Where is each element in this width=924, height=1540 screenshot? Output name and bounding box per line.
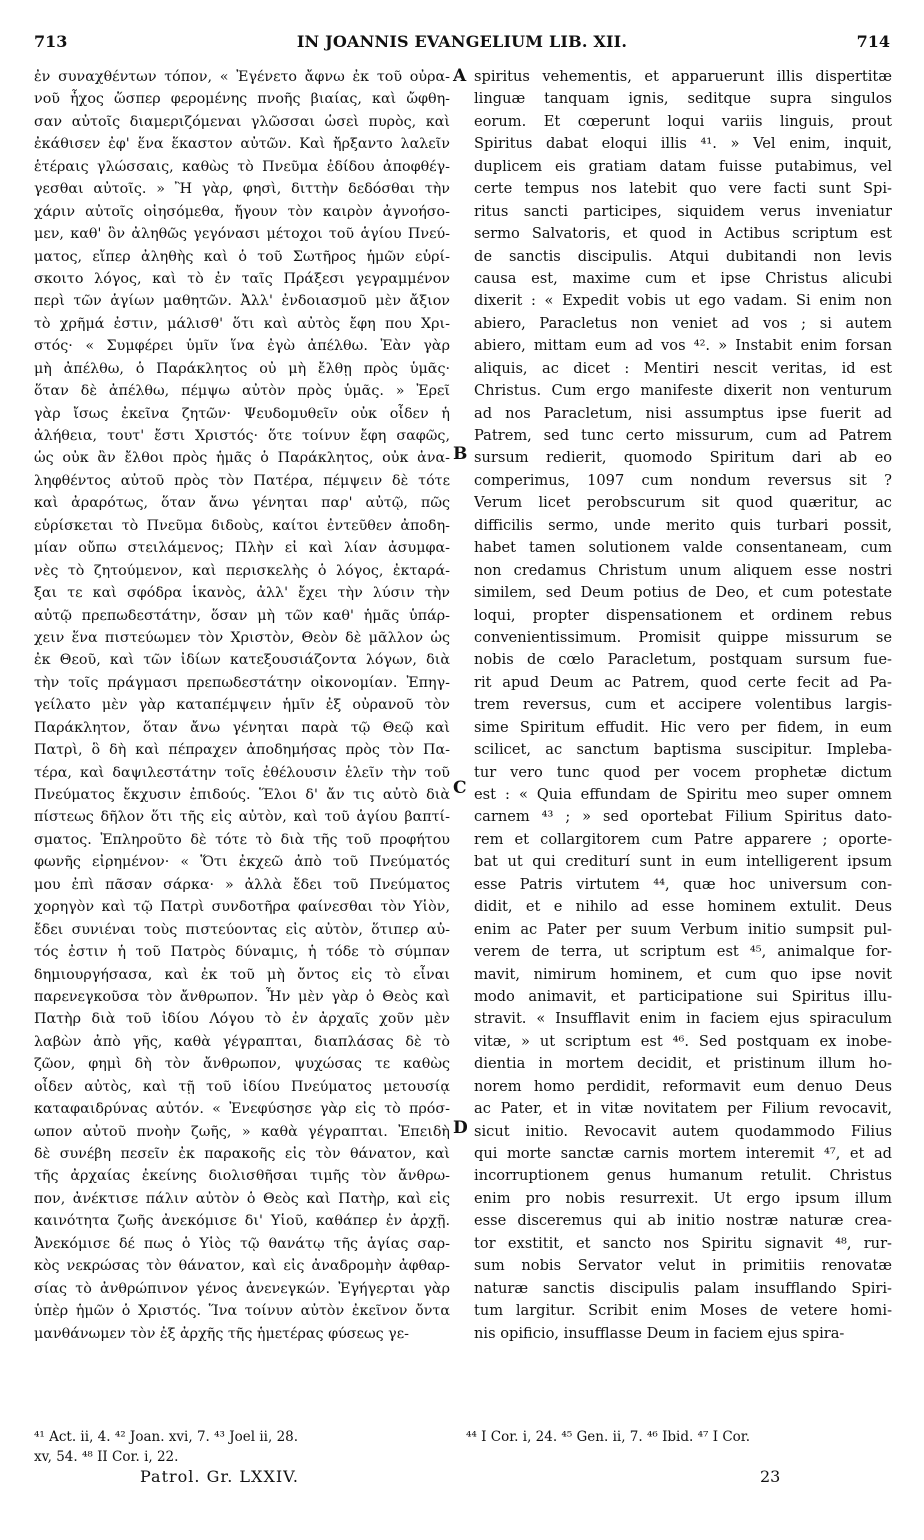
text-line: καινότητα ζωῆς ἀνεκόμισε δι' Υἱοῦ, καθάπερ ἐν ἀρχῇ. — [34, 1213, 450, 1230]
text-line: Ἀνεκόμισε δέ πως ὁ Υἱὸς τῷ θανάτῳ τῆς ἁγίας σαρ- — [34, 1235, 450, 1252]
text-line: vitæ, » ut scriptum est ⁴⁶. Sed postquam ex inobe- — [474, 1032, 892, 1050]
source-label: Patrol. Gr. LXXIV. — [140, 1467, 299, 1486]
text-line: ἐν συναχθέντων τόπον, « Ἐγένετο ἄφνω ἐκ τοῦ οὐρα- — [34, 69, 450, 85]
text-line: Verum licet perobscurum sit quod quæritur, ac — [474, 494, 892, 512]
text-line: ad nos Paracletum, nisi assumptus ipse fuerit ad — [474, 404, 892, 422]
text-line: κὸς νεκρώσας τὸν θάνατον, καὶ εἰς ἀναδρομὴν ἀφθαρ- — [34, 1258, 450, 1275]
text-line: φωνῆς εἰρημένον· « Ὅτι ἐκχεῶ ἀπὸ τοῦ Πνεύματός — [34, 854, 450, 871]
text-line: trem reversus, cum et accipere volentibus largis- — [474, 696, 892, 714]
text-line: comperimus, 1097 cum nondum reversus sit ? — [474, 471, 892, 489]
text-line: verem de terra, ut scriptum est ⁴⁵, animalque for- — [474, 943, 892, 961]
text-line: habet tamen solutionem valde consentaneam, cum — [474, 539, 892, 557]
text-line: aliquis, ac dicet : Mentiri nescit veritas, id est — [474, 359, 892, 377]
text-line: ὡς οὐκ ἂν ἔλθοι πρὸς ἡμᾶς ὁ Παράκλητος, οὐκ ἀνα- — [34, 450, 450, 467]
text-line: sermo Salvatoris, et quod in Actibus scriptum est — [474, 225, 892, 243]
text-line: χειν ἕνα πιστεύωμεν τὸν Χριστὸν, Θεὸν δὲ μᾶλλον ὡς — [34, 629, 450, 646]
text-line: σματος. Ἐπληροῦτο δὲ τότε τὸ διὰ τῆς τοῦ προφήτου — [34, 831, 450, 848]
text-line: ματος, εἴπερ ἀληθὴς καὶ ὁ τοῦ Σωτῆρος ἡμῶν εὑρί- — [34, 248, 450, 265]
text-line: de sanctis discipulis. Atqui dubitandi non levis — [474, 247, 892, 265]
text-line: tor exstitit, et sancto nos Spiritu signavit ⁴⁸, rur- — [474, 1234, 892, 1252]
footnote-line: xv, 54. ⁴⁸ II Cor. i, 22. — [34, 1449, 179, 1465]
text-line: non credamus Christum unum aliquem esse nostri — [474, 561, 892, 579]
text-line: duplicem eis gratiam datam fuisse putabimus, vel — [474, 157, 892, 175]
text-line: αὐτῷ πρεπωδεστάτην, ὅσαν μὴ τῶν καθ' ἡμᾶς ὑπάρ- — [34, 607, 450, 624]
text-line: tum largitur. Scribit enim Moses de vetere homi- — [474, 1302, 892, 1320]
text-line: ωπον αὐτοῦ πνοὴν ζωῆς, » καθὰ γέγραπται. Ἐπειδὴ — [34, 1123, 450, 1140]
text-line: qui morte sanctæ carnis mortem interemit ⁴⁷, et ad — [474, 1145, 892, 1162]
latin-text-column — [474, 66, 892, 1345]
section-marker-d: D — [453, 1118, 468, 1138]
text-line: ritus sancti participes, siquidem verus inveniatur — [474, 202, 892, 220]
text-line: χορηγὸν καὶ τῷ Πατρὶ συνδοτῆρα φαίνεσθαι τὸν Υἱὸν, — [34, 899, 450, 916]
text-line: Πατὴρ διὰ τοῦ ἰδίου Λόγου τὸ ἐν ἀρχαῖς χοῦν μὲν — [34, 1011, 450, 1028]
text-line: στός· « Συμφέρει ὑμῖν ἵνα ἐγὼ ἀπέλθω. Ἐὰν γὰρ — [34, 338, 450, 355]
text-line: incorruptionem genus humanum retulit. Christus — [474, 1167, 892, 1185]
footnote-line: ⁴⁴ I Cor. i, 24. ⁴⁵ Gen. ii, 7. ⁴⁶ Ibid. ⁴⁷ I Cor. — [466, 1429, 751, 1445]
text-line: οἶδεν αὐτὸς, καὶ τῇ τοῦ ἰδίου Πνεύματος μετουσίᾳ — [34, 1078, 450, 1095]
text-line: convenientissimum. Promisit quippe missurum se — [474, 628, 892, 646]
text-line: Spiritus dabat eloqui illis ⁴¹. » Vel enim, inquit, — [474, 135, 892, 153]
text-line: παρενεγκοῦσα τὸν ἄνθρωπον. Ἦν μὲν γὰρ ὁ Θεὸς καὶ — [34, 988, 450, 1005]
text-line: ληφθέντος αὐτοῦ πρὸς τὸν Πατέρα, πέμψειν δὲ τότε — [34, 472, 450, 489]
text-line: ἀλήθεια, τουτ' ἔστι Χριστός· ὅτε τοίνυν ἔφη σαφῶς, — [34, 428, 450, 444]
text-line: scilicet, ac sanctum baptisma suscipitur. Impleba- — [474, 741, 892, 759]
greek-text-column — [34, 66, 450, 1345]
text-line: πον, ἀνέκτισε πάλιν αὐτὸν ὁ Θεὸς καὶ Πατὴρ, καὶ εἰς — [34, 1190, 450, 1207]
text-line: abiero, Paracletus non veniet ad vos ; si autem — [474, 314, 892, 332]
text-line: περὶ τῶν ἁγίων μαθητῶν. Ἀλλ' ἐνδοιασμοῦ μὲν ἄξιον — [34, 293, 450, 310]
text-line: enim pro nobis resurrexit. Ut ergo ipsum illum — [474, 1189, 892, 1207]
text-line: ἑτέραις γλώσσαις, καθὼς τὸ Πνεῦμα ἐδίδου ἀποφθέγ- — [34, 158, 450, 175]
text-line: mavit, nimirum hominem, et cum quo ipse novit — [474, 965, 892, 983]
text-line: ἔδει συνιέναι τοὺς πιστεύοντας εἰς αὐτὸν, ὅτιπερ αὐ- — [34, 921, 450, 938]
text-line: Christus. Cum ergo manifeste dixerit non venturum — [474, 382, 892, 400]
text-line: χάριν αὐτοῖς οἰησόμεθα, ἤγουν τὸν καιρὸν ἀγνοήσο- — [34, 203, 450, 220]
text-line: linguæ tanquam ignis, seditque supra singulos — [474, 90, 892, 108]
running-header — [34, 32, 890, 56]
text-line: καταφαιδρύνας αὐτόν. « Ἐνεφύσησε γὰρ εἰς τὸ πρόσ- — [34, 1101, 450, 1118]
section-marker-b: B — [453, 444, 468, 464]
text-line: δημιουργήσασα, καὶ ἐκ τοῦ μὴ ὄντος εἰς τὸ εἶναι — [34, 966, 450, 983]
text-line: difficilis sermo, unde merito quis turbari possit, — [474, 516, 892, 534]
text-line: nobis de cœlo Paracletum, postquam sursum fue- — [474, 651, 892, 669]
text-line: εὑρίσκεται τὸ Πνεῦμα διδοὺς, καίτοι ἐντεῦθεν ἀποδη- — [34, 517, 450, 534]
text-line: naturæ sanctis discipulis palam insufflando Spiri- — [474, 1279, 892, 1297]
text-line: ζῶον, φημὶ δὴ τὸν ἄνθρωπον, ψυχώσας τε καθὼς — [34, 1056, 450, 1073]
text-line: tur vero tunc quod per vocem prophetæ dictum — [474, 763, 892, 781]
text-line: abiero, mittam eum ad vos ⁴². » Instabit enim forsan — [474, 337, 892, 355]
text-line: καὶ ἀραρότως, ὅταν ἄνω γένηται παρ' αὐτῷ, πῶς — [34, 495, 450, 512]
text-line: loqui, propter dispensationem et ordinem rebus — [474, 606, 892, 624]
text-line: τέρα, καὶ δαψιλεστάτην τοῖς ἐθέλουσιν ἑλεῖν τὴν τοῦ — [34, 764, 450, 781]
text-line: νοῦ ἦχος ὥσπερ φερομένης πνοῆς βιαίας, καὶ ὤφθη- — [34, 91, 450, 108]
text-line: sicut initio. Revocavit autem quodammodo Filius — [474, 1122, 892, 1140]
text-line: μίαν οὔπω στειλάμενος; Πλὴν εἰ καὶ λίαν ἀσυμφα- — [34, 540, 450, 557]
signature-mark: 23 — [760, 1467, 781, 1486]
text-line: eorum. Et cœperunt loqui variis linguis, prout — [474, 112, 892, 130]
footnote-line: ⁴¹ Act. ii, 4. ⁴² Joan. xvi, 7. ⁴³ Joel ii, 28. — [34, 1429, 299, 1445]
text-line: δὲ συνέβη πεσεῖν ἐκ παρακοῆς εἰς τὸν θάνατον, καὶ — [34, 1146, 450, 1162]
text-line: est : « Quia effundam de Spiritu meo super omnem — [474, 786, 892, 803]
text-line: certe tempus nos latebit quo vere facti sunt Spi- — [474, 180, 892, 198]
text-line: σαν αὐτοῖς διαμεριζόμεναι γλῶσσαι ὡσεὶ πυρὸς, καὶ — [34, 113, 450, 130]
text-line: rit apud Deum ac Patrem, quod certe fecit ad Pa- — [474, 673, 892, 691]
text-line: τός ἐστιν ἡ τοῦ Πατρὸς δύναμις, ἡ τόδε τὸ σύμπαν — [34, 944, 450, 961]
text-line: rem et collargitorem cum Patre apparere ; oporte- — [474, 830, 892, 848]
text-line: similem, sed Deum potius de Deo, et cum potestate — [474, 584, 892, 602]
text-line: norem homo perdidit, reformavit eum denuo Deus — [474, 1077, 892, 1095]
text-line: μὴ ἀπέλθω, ὁ Παράκλητος οὐ μὴ ἔλθῃ πρὸς ὑμᾶς· — [34, 360, 450, 377]
text-line: sum nobis Servator velut in primitiis renovatæ — [474, 1257, 892, 1275]
text-line: Παράκλητον, ὅταν ἄνω γένηται παρὰ τῷ Θεῷ καὶ — [34, 719, 450, 736]
text-line: Patrem, sed tunc certo missurum, cum ad Patrem — [474, 427, 892, 444]
text-line: τῆς ἀρχαίας ἐκείνης διολισθῆσαι τιμῆς τὸν ἄνθρω- — [34, 1168, 450, 1185]
text-line: sursum redierit, quomodo Spiritum dari ab eo — [474, 449, 892, 467]
text-line: γὰρ ἴσως ἐκεῖνα ζητῶν· Ψευδομυθεῖν οὐκ οἶδεν ἡ — [34, 405, 450, 422]
text-line: Πνεύματος ἔκχυσιν ἐπιδούς. Ἕλοι δ' ἄν τις αὐτὸ διὰ — [34, 787, 450, 803]
footnotes-left — [34, 1427, 450, 1467]
text-line: ἐκάθισεν ἐφ' ἕνα ἕκαστον αὐτῶν. Καὶ ἤρξαντο λαλεῖν — [34, 136, 450, 153]
text-line: spiritus vehementis, et apparuerunt illis dispertitæ — [474, 68, 892, 85]
section-marker-c: C — [453, 778, 467, 798]
text-line: Πατρὶ, ὃ δὴ καὶ πέπραχεν ἀποδημήσας πρὸς τὸν Πα- — [34, 742, 450, 759]
text-line: σκοιτο λόγος, καὶ τὸ ἐν ταῖς Πράξεσι γεγραμμένον — [34, 270, 450, 287]
text-line: didit, et e nihilo ad esse hominem extulit. Deus — [474, 898, 892, 916]
text-line: sime Spiritum effudit. Hic vero per fidem, in eum — [474, 718, 892, 736]
text-line: σίας τὸ ἀνθρώπινον γένος ἀνενεγκών. Ἐγήγερται γὰρ — [34, 1280, 450, 1297]
text-line: dientia in mortem decidit, et pristinum illum ho- — [474, 1055, 892, 1073]
text-line: μεν, καθ' ὃν ἀληθῶς γεγόνασι μέτοχοι τοῦ ἁγίου Πνεύ- — [34, 226, 450, 243]
text-line: νὲς τὸ ζητούμενον, καὶ περισκελὴς ὁ λόγος, ἐκταρά- — [34, 562, 450, 579]
text-line: μου ἐπὶ πᾶσαν σάρκα· » ἀλλὰ ἔδει τοῦ Πνεύματος — [34, 876, 450, 893]
running-title: IN JOANNIS EVANGELIUM LIB. XII. — [296, 32, 628, 51]
footnotes-right — [466, 1427, 896, 1447]
text-line: τὴν τοῖς πράγμασι πρεπωδεστάτην οἰκονομίαν. Ἐπηγ- — [34, 674, 450, 691]
text-line: ὅταν δὲ ἀπέλθω, πέμψω αὐτὸν πρὸς ὑμᾶς. » Ἐρεῖ — [34, 383, 450, 400]
text-line: πίστεως δῆλον ὅτι τῆς εἰς αὐτὸν, καὶ τοῦ ἁγίου βαπτί- — [34, 809, 450, 826]
text-line: enim ac Pater per suum Verbum initio sumpsit pul- — [474, 920, 892, 938]
page-footer — [0, 1467, 924, 1491]
text-line: ἐκ Θεοῦ, καὶ τῶν ἰδίων κατεξουσιάζοντα λόγων, διὰ — [34, 652, 450, 669]
text-line: stravit. « Insufflavit enim in faciem ejus spiraculum — [474, 1010, 892, 1028]
text-line: esse disceremus qui ab initio nostræ naturæ crea- — [474, 1212, 892, 1230]
text-line: λαβὼν ἀπὸ γῆς, καθὰ γέγραπται, διαπλάσας δὲ τὸ — [34, 1033, 450, 1050]
text-line: ὑπὲρ ἡμῶν ὁ Χριστός. Ἵνα τοίνυν αὐτὸν ἐκεῖνον ὄντα — [34, 1303, 450, 1320]
text-line: carnem ⁴³ ; » sed oportebat Filium Spiritus dato- — [474, 808, 892, 826]
text-line: causa est, maxime cum et ipse Christus alicubi — [474, 269, 892, 287]
text-line: ac Pater, et in vitæ novitatem per Filium revocavit, — [474, 1100, 892, 1118]
text-line: γείλατο μὲν γὰρ καταπέμψειν ἡμῖν ἐξ οὐρανοῦ τὸν — [34, 697, 450, 714]
text-line: nis opificio, insufflasse Deum in faciem ejus spira- — [474, 1324, 845, 1342]
page-number-right: 714 — [856, 32, 890, 51]
text-line: modo animavit, et participatione sui Spiritus illu- — [474, 987, 892, 1005]
text-line: dixerit : « Expedit vobis ut ego vadam. Si enim non — [474, 292, 892, 310]
text-line: esse Patris virtutem ⁴⁴, quæ hoc universum con- — [474, 875, 892, 893]
section-marker-a: A — [453, 66, 467, 86]
page-number-left: 713 — [34, 32, 68, 51]
text-line: γεσθαι αὐτοῖς. » Ἢ γὰρ, φησὶ, διττὴν δεδόσθαι τὴν — [34, 181, 450, 198]
text-line: τὸ χρῆμά ἐστιν, μάλισθ' ὅτι καὶ αὐτὸς ἔφη που Χρι- — [34, 315, 450, 332]
text-line: ξαι τε καὶ σφόδρα ἱκανὸς, ἀλλ' ἔχει τὴν λύσιν τὴν — [34, 585, 450, 602]
text-line: μανθάνωμεν τὸν ἐξ ἀρχῆς τῆς ἡμετέρας φύσεως γε- — [34, 1325, 409, 1342]
text-line: bat ut qui crediturí sunt in eum intelligerent ipsum — [474, 853, 892, 871]
